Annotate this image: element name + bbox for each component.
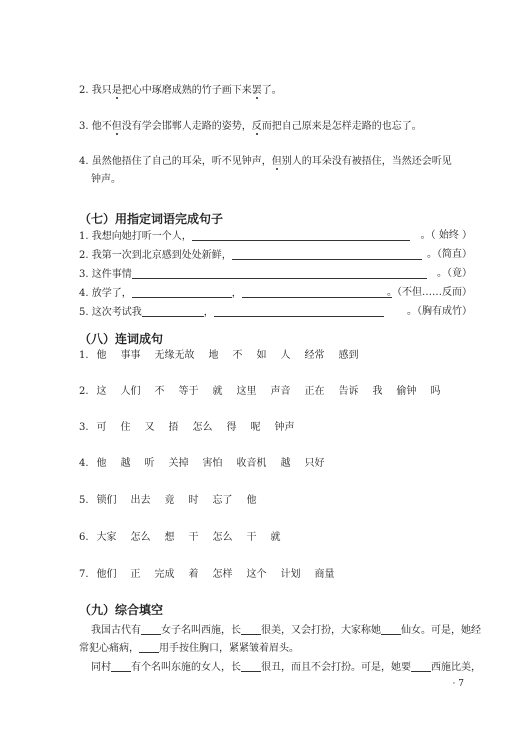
word-token: 就 (212, 386, 223, 397)
word-order-item: 1. 他 事事 无缘无故 地 不 如 人 经常 感到 (79, 350, 359, 361)
word-token: 计划 (280, 569, 301, 580)
word-token: 害怕 (202, 458, 223, 469)
word-token: 地 (208, 350, 219, 361)
sentence-4: 4. 虽然他捂住了自己的耳朵，听不见钟声，但别人的耳朵没有被捂住，当然还会听见 (79, 156, 452, 167)
answer-blank[interactable] (139, 641, 159, 653)
word-token: 人 (280, 350, 291, 361)
word-token: 声音 (270, 386, 291, 397)
word-token: 出去 (130, 495, 151, 506)
answer-blank[interactable] (381, 623, 401, 635)
word-token: 这个 (246, 569, 267, 580)
word-token: 着 (188, 569, 199, 580)
word-token: 听 (144, 458, 155, 469)
word-token: 人们 (120, 386, 141, 397)
word-token: 锁们 (96, 495, 117, 506)
word-token: 收音机 (236, 458, 267, 469)
word-token: 呢 (250, 422, 261, 433)
section-7-title: （七）用指定词语完成句子 (79, 212, 224, 226)
word-token: 这里 (236, 386, 257, 397)
word-token: 如 (256, 350, 267, 361)
word-order-item: 7. 他们 正 完成 着 怎样 这个 计划 商量 (79, 569, 335, 580)
word-order-item: 3. 可 住 又 捂 怎么 得 呢 钟声 (79, 422, 295, 433)
word-token: 这 (96, 386, 107, 397)
answer-blank[interactable] (132, 267, 427, 279)
answer-blank[interactable] (241, 623, 261, 635)
emphasis-dot-word: 反 (251, 121, 262, 132)
word-token: 完成 (154, 569, 175, 580)
fill-item-4: 4. 放学了， ， 。（不但……反而） (79, 287, 472, 299)
sentence-4-cont: 钟声。 (91, 174, 121, 185)
word-token: 他 (96, 350, 107, 361)
section-8-title: （八）连词成句 (79, 332, 164, 346)
word-token: 关掉 (168, 458, 189, 469)
word-token: 怎么 (130, 532, 151, 543)
fill-item-1: 1. 我想向她打听一个人， 。（ 始终 ） (79, 230, 472, 242)
answer-blank[interactable] (141, 623, 161, 635)
word-token: 竟 (164, 495, 175, 506)
word-token: 我 (372, 386, 383, 397)
word-token: 捂 (168, 422, 179, 433)
word-token: 得 (226, 422, 237, 433)
word-token: 时 (188, 495, 199, 506)
word-token: 干 (246, 532, 257, 543)
word-token: 越 (120, 458, 131, 469)
passage-line-3: 同村 有个名叫东施的女人，长 很丑，而且不会打扮。可是，她要 西施比美， (91, 662, 481, 673)
fill-item-3: 3. 这件事情 。（竟） (79, 268, 472, 280)
sentence-3: 3. 他不但没有学会邯郸人走路的姿势，反而把自己原来是怎样走路的也忘了。 (79, 121, 422, 132)
word-token: 怎样 (212, 569, 233, 580)
word-token: 经常 (304, 350, 325, 361)
word-token: 越 (280, 458, 291, 469)
word-token: 不 (232, 350, 243, 361)
word-token: 商量 (314, 569, 335, 580)
word-order-item: 5. 锁们 出去 竟 时 忘了 他 (79, 495, 257, 506)
word-token: 他 (246, 495, 257, 506)
answer-blank[interactable] (111, 660, 131, 672)
word-token: 事事 (120, 350, 141, 361)
word-token: 就 (270, 532, 281, 543)
word-token: 告诉 (338, 386, 359, 397)
word-token: 无缘无故 (154, 350, 195, 361)
word-token: 想 (164, 532, 175, 543)
word-token: 干 (188, 532, 199, 543)
word-order-item: 6. 大家 怎么 想 干 怎么 干 就 (79, 532, 281, 543)
word-token: 只好 (304, 458, 325, 469)
word-token: 怎么 (212, 532, 233, 543)
emphasis-dot-word: 是 (111, 85, 122, 96)
word-token: 忘了 (212, 495, 233, 506)
passage-line-2: 常犯心痛病， 用手按住胸口，紧紧皱着眉头。 (79, 643, 299, 654)
word-order-item: 2. 这 人们 不 等于 就 这里 声音 正在 告诉 我 偷钟 吗 (79, 386, 441, 397)
emphasis-dot-word: 罢 (251, 85, 262, 96)
answer-blank[interactable] (241, 660, 261, 672)
word-token: 感到 (338, 350, 359, 361)
word-token: 大家 (96, 532, 117, 543)
answer-blank[interactable] (192, 229, 410, 241)
passage-line-1: 我国古代有 女子名叫西施，长 很美，又会打扮，大家称她 仙女。可是，她经 (91, 625, 481, 636)
word-token: 不 (154, 386, 165, 397)
answer-blank[interactable] (242, 286, 392, 298)
word-token: 怎么 (192, 422, 213, 433)
answer-blank[interactable] (142, 305, 204, 317)
section-9-title: （九）综合填空 (79, 603, 164, 617)
word-token: 等于 (178, 386, 199, 397)
word-token: 住 (120, 422, 131, 433)
word-token: 正在 (304, 386, 325, 397)
sentence-2: 2. 我只是把心中琢磨成熟的竹子画下来罢了。 (79, 85, 282, 96)
fill-item-5: 5. 这次考试我 ， 。（胸有成竹） (79, 306, 472, 318)
answer-blank[interactable] (214, 305, 384, 317)
answer-blank[interactable] (411, 660, 431, 672)
word-token: 他 (96, 458, 107, 469)
word-token: 正 (130, 569, 141, 580)
word-token: 偷钟 (396, 386, 417, 397)
word-token: 可 (96, 422, 107, 433)
answer-blank[interactable] (232, 248, 422, 260)
word-token: 钟声 (274, 422, 295, 433)
fill-item-2: 2. 我第一次到北京感到处处新鲜， 。（简直） (79, 249, 472, 261)
emphasis-dot-word: 但 (111, 121, 122, 132)
word-order-item: 4. 他 越 听 关掉 害怕 收音机 越 只好 (79, 458, 325, 469)
emphasis-dot-word: 但 (271, 156, 282, 167)
page-number: · 7 (452, 679, 464, 689)
word-token: 吗 (430, 386, 441, 397)
word-token: 又 (144, 422, 155, 433)
word-token: 他们 (96, 569, 117, 580)
answer-blank[interactable] (132, 286, 232, 298)
